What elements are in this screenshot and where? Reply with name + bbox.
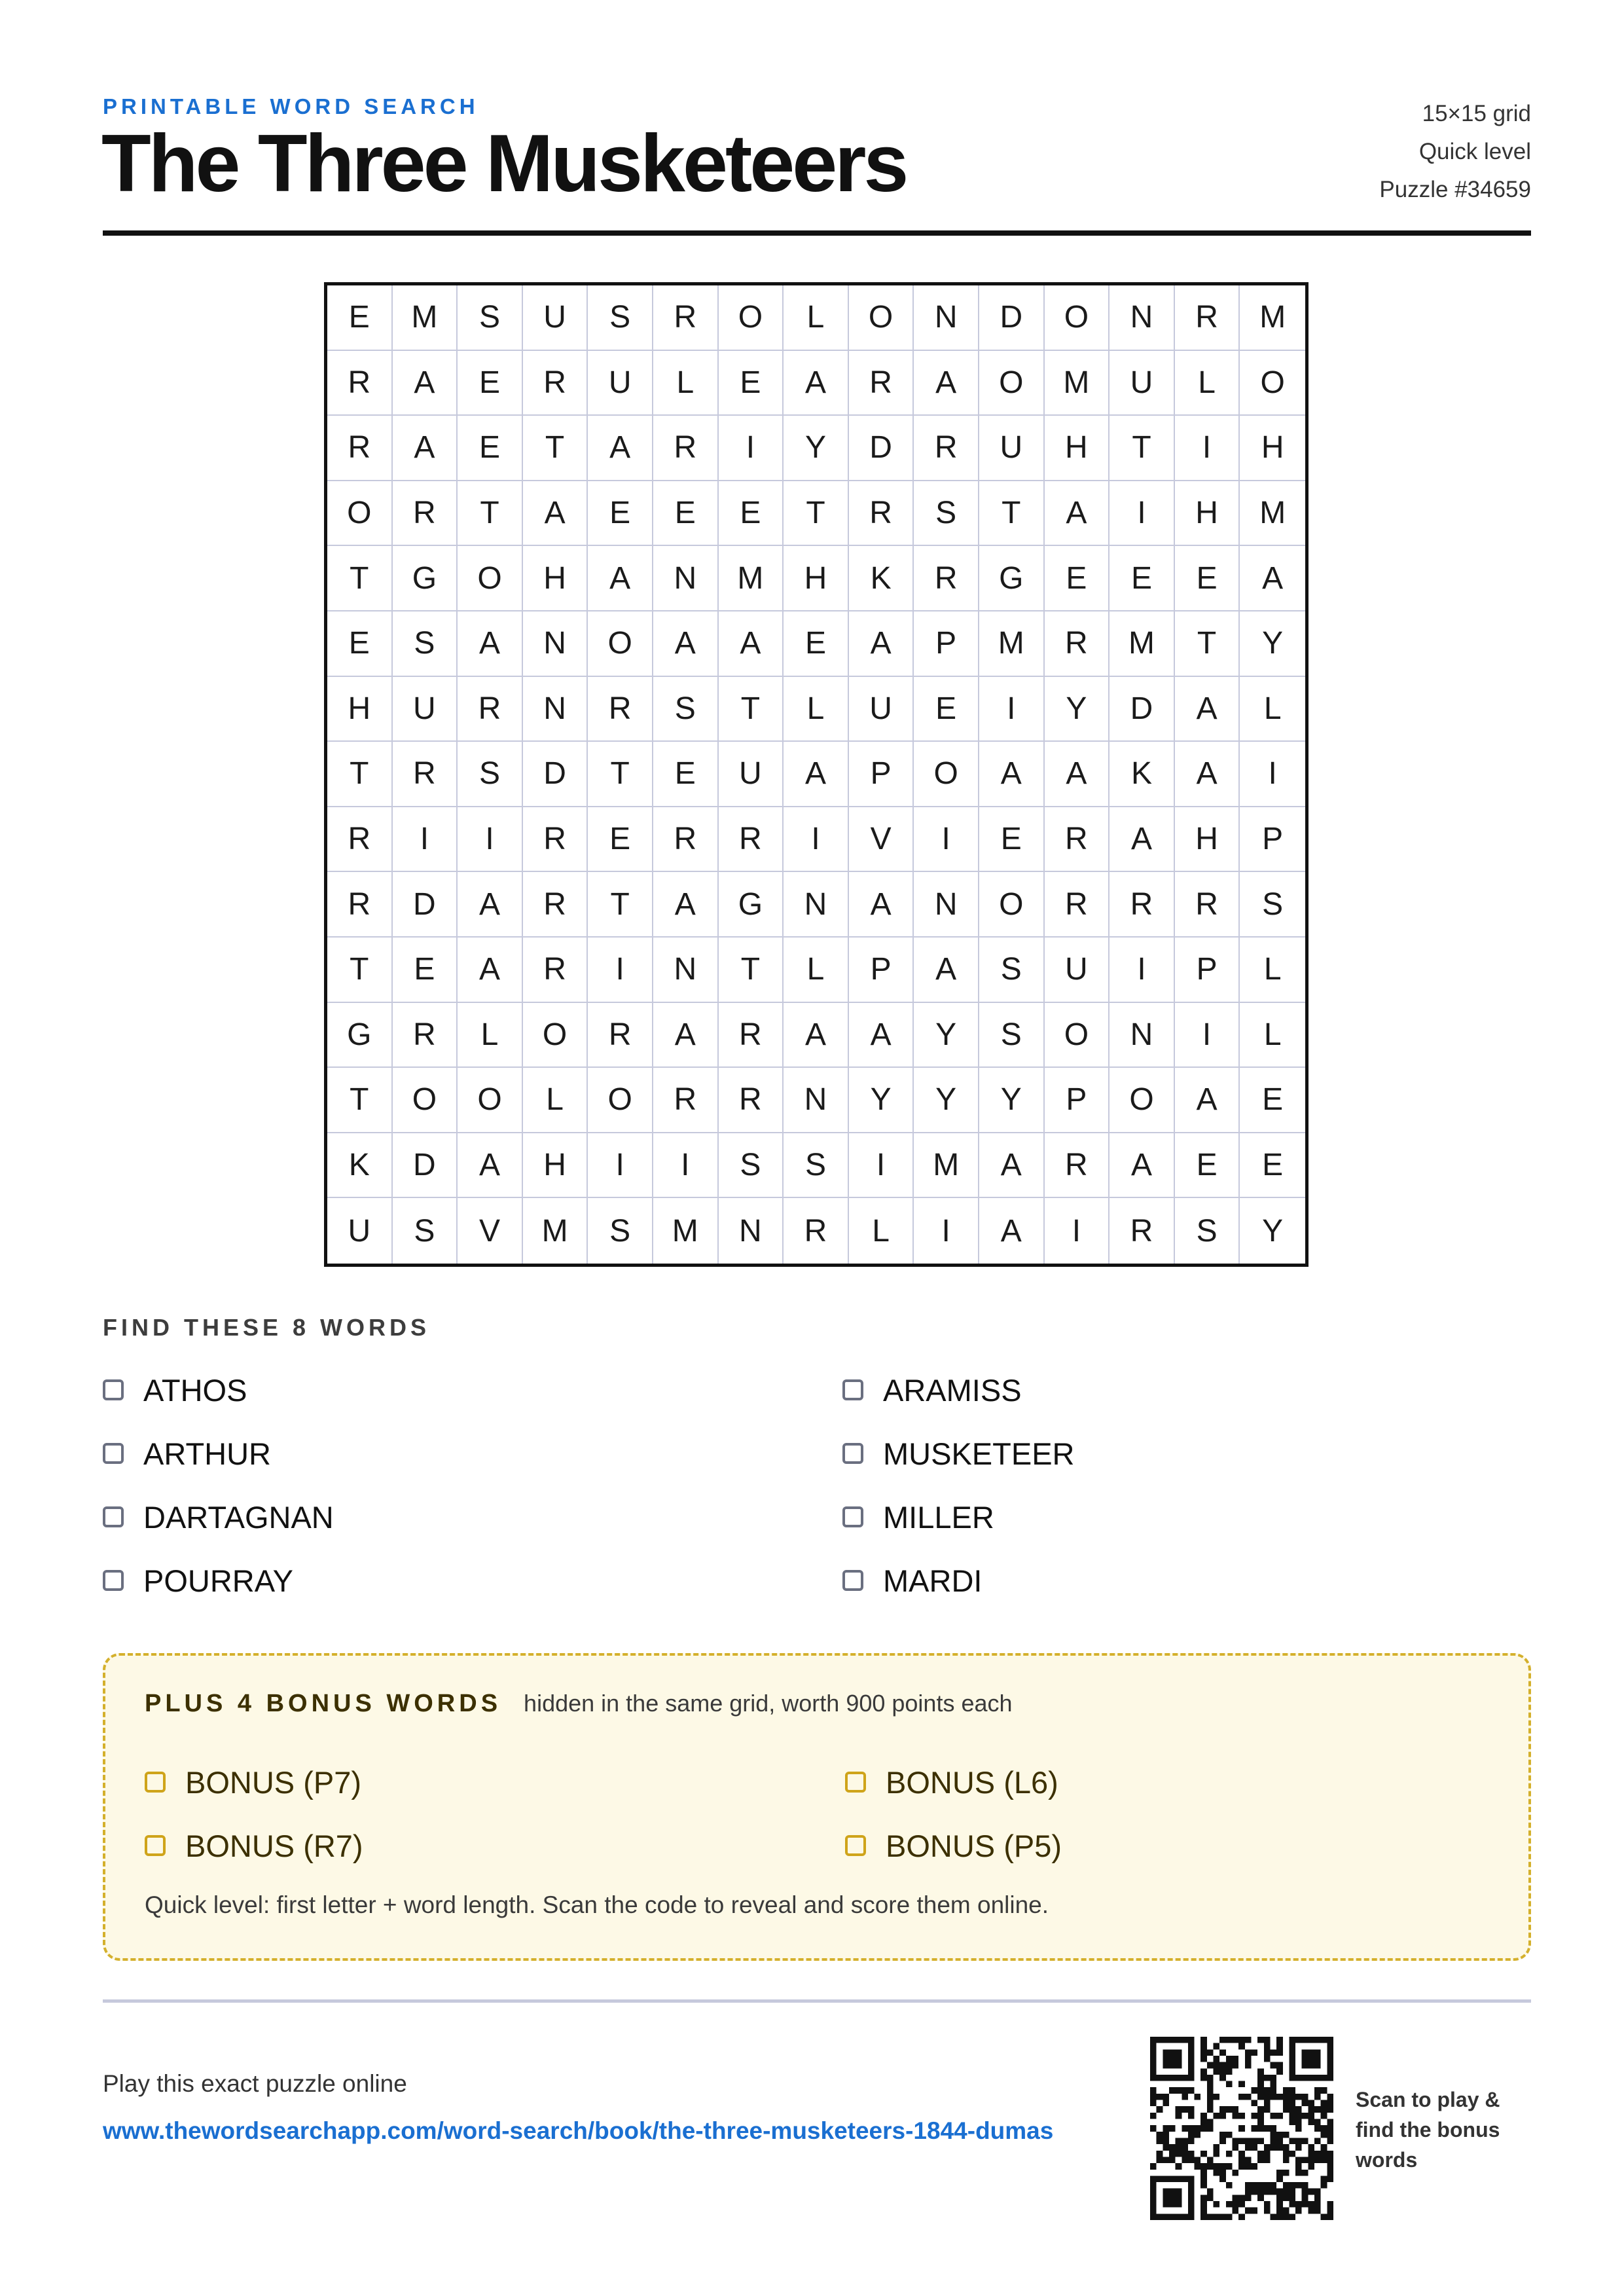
grid-cell[interactable]: E [327, 285, 393, 351]
grid-cell[interactable]: L [523, 1068, 588, 1133]
checkbox-icon[interactable] [145, 1835, 166, 1856]
grid-cell[interactable]: D [523, 742, 588, 807]
grid-cell[interactable]: R [1045, 807, 1110, 873]
grid-cell[interactable]: T [784, 481, 849, 547]
grid-cell[interactable]: D [393, 1133, 458, 1199]
grid-cell[interactable]: I [458, 807, 523, 873]
grid-cell[interactable]: L [458, 1003, 523, 1068]
grid-cell[interactable]: A [979, 1198, 1045, 1264]
word-text: ARTHUR [143, 1436, 271, 1471]
grid-cell[interactable]: M [393, 285, 458, 351]
grid-cell[interactable]: I [914, 807, 979, 873]
grid-cell[interactable]: T [719, 938, 784, 1003]
grid-cell[interactable]: U [588, 351, 653, 416]
word-list [103, 1368, 1531, 1622]
grid-cell[interactable]: S [458, 285, 523, 351]
page-title: The Three Musketeers [101, 118, 907, 209]
grid-cell[interactable]: E [458, 416, 523, 481]
grid-cell[interactable]: R [653, 807, 719, 873]
bonus-header [145, 1690, 1013, 1718]
grid-cell[interactable]: A [849, 1003, 914, 1068]
grid-cell[interactable]: I [914, 1198, 979, 1264]
bonus-word-text: BONUS (P7) [185, 1764, 361, 1800]
grid-cell[interactable]: E [784, 611, 849, 677]
grid-cell[interactable]: L [1240, 677, 1305, 742]
grid-cell[interactable]: N [719, 1198, 784, 1264]
grid-cell[interactable]: A [588, 416, 653, 481]
grid-cell[interactable]: R [588, 677, 653, 742]
grid-cell[interactable]: R [1045, 1133, 1110, 1199]
puzzle-url-link[interactable]: www.thewordsearchapp.com/word-search/book/the-three-musketeers-1844-dumas [103, 2117, 1054, 2144]
grid-cell[interactable]: M [719, 546, 784, 611]
grid-cell[interactable]: I [979, 677, 1045, 742]
grid-cell[interactable]: U [849, 677, 914, 742]
grid-cell[interactable]: S [914, 481, 979, 547]
qr-code-icon[interactable] [1150, 2037, 1333, 2220]
grid-cell[interactable]: A [719, 611, 784, 677]
grid-cell[interactable]: N [523, 677, 588, 742]
bonus-panel [103, 1653, 1531, 1961]
word-text: DARTAGNAN [143, 1499, 334, 1535]
checkbox-icon[interactable] [842, 1443, 863, 1464]
grid-cell[interactable]: O [523, 1003, 588, 1068]
grid-cell[interactable]: O [1240, 351, 1305, 416]
grid-cell[interactable]: Y [784, 416, 849, 481]
grid-cell[interactable]: H [523, 1133, 588, 1199]
grid-cell[interactable]: I [1045, 1198, 1110, 1264]
grid-cell[interactable]: T [1175, 611, 1240, 677]
grid-cell[interactable]: O [914, 742, 979, 807]
grid-cell[interactable]: H [784, 546, 849, 611]
scan-instruction: Scan to play & find the bonus words [1356, 2088, 1500, 2172]
checkbox-icon[interactable] [845, 1835, 866, 1856]
checkbox-icon[interactable] [103, 1379, 124, 1400]
checkbox-icon[interactable] [842, 1506, 863, 1527]
grid-cell[interactable]: Y [1045, 677, 1110, 742]
grid-cell[interactable]: O [458, 546, 523, 611]
grid-cell[interactable]: R [784, 1198, 849, 1264]
grid-cell[interactable]: U [393, 677, 458, 742]
grid-cell[interactable]: S [653, 677, 719, 742]
grid-cell[interactable]: G [979, 546, 1045, 611]
grid-cell[interactable]: A [979, 1133, 1045, 1199]
grid-cell[interactable]: G [719, 872, 784, 938]
grid-cell[interactable]: K [327, 1133, 393, 1199]
letter-grid [324, 282, 1308, 1267]
word-item[interactable] [103, 1368, 842, 1412]
grid-cell[interactable]: U [327, 1198, 393, 1264]
grid-cell[interactable]: R [523, 807, 588, 873]
puzzle-kicker: PRINTABLE WORD SEARCH [103, 94, 479, 118]
grid-cell[interactable]: A [914, 938, 979, 1003]
grid-cell[interactable]: T [588, 872, 653, 938]
grid-cell[interactable]: I [588, 1133, 653, 1199]
grid-cell[interactable]: A [1110, 1133, 1175, 1199]
bonus-word-item[interactable] [145, 1824, 845, 1867]
grid-cell[interactable]: A [1045, 481, 1110, 547]
grid-cell[interactable]: Y [979, 1068, 1045, 1133]
grid-cell[interactable]: S [1240, 872, 1305, 938]
grid-cell[interactable]: R [719, 1068, 784, 1133]
checkbox-icon[interactable] [103, 1570, 124, 1591]
grid-cell[interactable]: A [523, 481, 588, 547]
grid-cell[interactable]: N [653, 546, 719, 611]
grid-cell[interactable]: V [849, 807, 914, 873]
play-online-label: Play this exact puzzle online [103, 2070, 407, 2097]
grid-cell[interactable]: L [849, 1198, 914, 1264]
grid-cell[interactable]: A [1110, 807, 1175, 873]
grid-cell[interactable]: E [1175, 1133, 1240, 1199]
word-item[interactable] [103, 1432, 842, 1475]
grid-cell[interactable]: D [1110, 677, 1175, 742]
bonus-word-list [145, 1760, 1493, 1887]
grid-cell[interactable]: L [784, 677, 849, 742]
grid-cell[interactable]: H [1175, 481, 1240, 547]
grid-cell[interactable]: O [979, 872, 1045, 938]
grid-cell[interactable]: D [849, 416, 914, 481]
bonus-word-text: BONUS (R7) [185, 1828, 363, 1863]
grid-cell[interactable]: I [588, 938, 653, 1003]
grid-cell[interactable]: R [1110, 1198, 1175, 1264]
grid-cell[interactable]: E [1045, 546, 1110, 611]
grid-cell[interactable]: E [719, 481, 784, 547]
word-item[interactable] [842, 1559, 1531, 1602]
grid-cell[interactable]: T [458, 481, 523, 547]
grid-cell[interactable]: R [523, 938, 588, 1003]
grid-cell[interactable]: H [1045, 416, 1110, 481]
grid-cell[interactable]: I [1175, 1003, 1240, 1068]
grid-cell[interactable]: T [1110, 416, 1175, 481]
grid-cell[interactable]: E [719, 351, 784, 416]
checkbox-icon[interactable] [145, 1772, 166, 1793]
grid-cell[interactable]: R [653, 1068, 719, 1133]
grid-cell[interactable]: P [849, 938, 914, 1003]
grid-cell[interactable]: E [327, 611, 393, 677]
grid-cell[interactable]: S [458, 742, 523, 807]
grid-cell[interactable]: N [1110, 285, 1175, 351]
grid-cell[interactable]: E [1240, 1133, 1305, 1199]
grid-cell[interactable]: Y [1262, 1213, 1284, 1248]
grid-cell[interactable]: S [588, 285, 653, 351]
grid-cell[interactable]: R [1045, 611, 1110, 677]
grid-cell[interactable]: S [1175, 1198, 1240, 1264]
grid-cell[interactable]: O [1045, 285, 1110, 351]
grid-cell[interactable]: G [393, 546, 458, 611]
grid-cell[interactable]: R [327, 807, 393, 873]
grid-cell[interactable]: S [588, 1198, 653, 1264]
grid-cell[interactable]: S [393, 611, 458, 677]
grid-cell[interactable]: U [1110, 351, 1175, 416]
grid-cell[interactable]: R [914, 546, 979, 611]
grid-cell[interactable]: A [588, 546, 653, 611]
bonus-word-text: BONUS (P5) [886, 1828, 1062, 1863]
puzzle-number: Puzzle #34659 [1379, 177, 1531, 202]
word-text: MILLER [883, 1499, 994, 1535]
grid-cell[interactable]: R [588, 1003, 653, 1068]
word-text: MUSKETEER [883, 1436, 1075, 1471]
grid-cell[interactable]: T [523, 416, 588, 481]
grid-cell[interactable]: M [1240, 285, 1305, 351]
grid-cell[interactable]: P [1175, 938, 1240, 1003]
grid-cell[interactable]: A [1175, 1068, 1240, 1133]
grid-cell[interactable]: T [327, 742, 393, 807]
grid-cell[interactable]: O [849, 285, 914, 351]
bonus-heading: PLUS 4 BONUS WORDS [145, 1690, 502, 1717]
grid-cell[interactable]: O [1110, 1068, 1175, 1133]
grid-cell[interactable]: U [523, 285, 588, 351]
grid-cell[interactable]: A [458, 872, 523, 938]
grid-cell[interactable]: S [979, 1003, 1045, 1068]
grid-cell[interactable]: S [979, 938, 1045, 1003]
grid-cell[interactable]: L [784, 938, 849, 1003]
grid-cell[interactable]: I [1240, 742, 1305, 807]
grid-cell[interactable]: Y [914, 1068, 979, 1133]
grid-cell[interactable]: M [1045, 351, 1110, 416]
grid-cell[interactable]: R [523, 872, 588, 938]
grid-size: 15×15 grid [1422, 101, 1531, 126]
grid-cell[interactable]: S [393, 1198, 458, 1264]
grid-cell[interactable]: A [653, 611, 719, 677]
word-item[interactable] [842, 1495, 1531, 1539]
bonus-word-item[interactable] [845, 1824, 1493, 1867]
grid-cell[interactable]: U [719, 742, 784, 807]
grid-cell[interactable]: E [1110, 546, 1175, 611]
grid-cell[interactable]: R [523, 351, 588, 416]
grid-cell[interactable]: R [458, 677, 523, 742]
bonus-word-item[interactable] [845, 1760, 1493, 1804]
grid-cell[interactable]: G [327, 1003, 393, 1068]
word-text: ATHOS [143, 1372, 247, 1408]
grid-cell[interactable]: N [784, 872, 849, 938]
grid-cell[interactable]: A [653, 872, 719, 938]
grid-cell[interactable]: R [1110, 872, 1175, 938]
checkbox-icon[interactable] [103, 1443, 124, 1464]
word-item[interactable] [103, 1495, 842, 1539]
grid-cell[interactable]: R [653, 285, 719, 351]
grid-cell[interactable]: R [653, 416, 719, 481]
grid-cell[interactable]: Y [914, 1003, 979, 1068]
grid-cell[interactable]: M [979, 611, 1045, 677]
grid-cell[interactable]: R [327, 351, 393, 416]
grid-cell[interactable]: E [979, 807, 1045, 873]
grid-cell[interactable]: I [1175, 416, 1240, 481]
grid-cell[interactable]: V [458, 1198, 523, 1264]
grid-cell[interactable]: E [653, 742, 719, 807]
grid-cell[interactable]: Y [1240, 611, 1305, 677]
grid-cell[interactable]: L [1240, 938, 1305, 1003]
grid-cell[interactable]: M [653, 1198, 719, 1264]
grid-cell[interactable]: I [1110, 938, 1175, 1003]
header-divider [103, 230, 1531, 236]
grid-cell[interactable]: R [1175, 872, 1240, 938]
grid-cell[interactable]: Y [849, 1068, 914, 1133]
grid-cell[interactable]: L [1175, 351, 1240, 416]
grid-cell[interactable]: D [393, 872, 458, 938]
grid-cell[interactable]: N [914, 285, 979, 351]
grid-cell[interactable]: R [719, 807, 784, 873]
grid-cell[interactable]: R [719, 1003, 784, 1068]
grid-cell[interactable]: O [588, 611, 653, 677]
grid-cell[interactable]: R [1045, 872, 1110, 938]
grid-cell[interactable]: L [653, 351, 719, 416]
grid-cell[interactable]: S [719, 1133, 784, 1199]
grid-cell[interactable]: E [393, 938, 458, 1003]
grid-cell[interactable]: I [849, 1133, 914, 1199]
grid-cell[interactable]: E [914, 677, 979, 742]
grid-cell[interactable]: O [393, 1068, 458, 1133]
checkbox-icon[interactable] [845, 1772, 866, 1793]
checkbox-icon[interactable] [842, 1570, 863, 1591]
grid-cell[interactable]: O [458, 1068, 523, 1133]
grid-cell[interactable]: L [784, 285, 849, 351]
grid-cell[interactable]: H [1240, 416, 1305, 481]
grid-cell[interactable]: R [393, 481, 458, 547]
grid-cell[interactable]: A [849, 611, 914, 677]
grid-cell[interactable]: O [1045, 1003, 1110, 1068]
grid-cell[interactable]: A [653, 1003, 719, 1068]
grid-cell[interactable]: A [1175, 677, 1240, 742]
grid-cell[interactable]: R [914, 416, 979, 481]
grid-cell[interactable]: N [653, 938, 719, 1003]
grid-cell[interactable]: M [1240, 481, 1305, 547]
grid-cell[interactable]: O [979, 351, 1045, 416]
grid-cell[interactable]: M [1110, 611, 1175, 677]
grid-cell[interactable]: E [653, 481, 719, 547]
grid-cell[interactable]: A [458, 1133, 523, 1199]
bonus-word-item[interactable] [145, 1760, 845, 1804]
grid-cell[interactable]: U [1045, 938, 1110, 1003]
grid-cell[interactable]: A [1175, 742, 1240, 807]
grid-cell[interactable]: K [849, 546, 914, 611]
grid-cell[interactable]: D [979, 285, 1045, 351]
grid-cell[interactable]: I [784, 807, 849, 873]
grid-cell[interactable]: A [979, 742, 1045, 807]
word-text: MARDI [883, 1563, 983, 1598]
grid-cell[interactable]: I [1110, 481, 1175, 547]
grid-cell[interactable]: I [653, 1133, 719, 1199]
footer-divider [103, 1999, 1531, 2003]
grid-cell[interactable]: N [523, 611, 588, 677]
checkbox-icon[interactable] [103, 1506, 124, 1527]
grid-cell[interactable]: O [588, 1068, 653, 1133]
grid-cell[interactable]: P [914, 611, 979, 677]
grid-cell[interactable]: R [327, 872, 393, 938]
grid-cell[interactable]: A [458, 938, 523, 1003]
grid-cell[interactable]: S [784, 1133, 849, 1199]
word-list-heading: FIND THESE 8 WORDS [103, 1314, 431, 1341]
grid-cell[interactable]: T [327, 1068, 393, 1133]
grid-cell[interactable]: A [1240, 546, 1305, 611]
word-item[interactable] [842, 1432, 1531, 1475]
grid-cell[interactable]: H [327, 677, 393, 742]
grid-cell[interactable]: T [588, 742, 653, 807]
word-item[interactable] [842, 1368, 1531, 1412]
word-text: ARAMISS [883, 1372, 1022, 1408]
grid-cell[interactable]: H [1175, 807, 1240, 873]
grid-cell[interactable]: E [458, 351, 523, 416]
grid-cell[interactable]: T [327, 938, 393, 1003]
grid-cell[interactable]: T [327, 546, 393, 611]
grid-cell[interactable]: P [1240, 807, 1305, 873]
grid-cell[interactable]: A [784, 351, 849, 416]
grid-cell[interactable]: K [1110, 742, 1175, 807]
grid-cell[interactable]: O [719, 285, 784, 351]
grid-cell[interactable]: R [849, 481, 914, 547]
grid-cell[interactable]: U [979, 416, 1045, 481]
grid-cell[interactable]: I [719, 416, 784, 481]
grid-cell[interactable]: H [523, 546, 588, 611]
grid-cell[interactable]: A [393, 416, 458, 481]
grid-cell[interactable]: A [393, 351, 458, 416]
grid-cell[interactable]: P [849, 742, 914, 807]
grid-cell[interactable]: N [784, 1068, 849, 1133]
puzzle-meta [1379, 95, 1531, 209]
word-item[interactable] [103, 1559, 842, 1602]
grid-cell[interactable]: N [914, 872, 979, 938]
grid-cell[interactable]: A [784, 1003, 849, 1068]
grid-cell[interactable]: R [849, 351, 914, 416]
grid-cell[interactable]: R [393, 1003, 458, 1068]
grid-cell[interactable]: E [1240, 1068, 1305, 1133]
grid-cell[interactable]: R [393, 742, 458, 807]
grid-cell[interactable]: L [1240, 1003, 1305, 1068]
grid-cell[interactable]: N [1110, 1003, 1175, 1068]
bonus-footnote: Quick level: first letter + word length. Scan the code to reveal and score them online. [145, 1891, 1049, 1918]
grid-cell[interactable]: T [979, 481, 1045, 547]
grid-cell[interactable]: R [1175, 285, 1240, 351]
word-text: POURRAY [143, 1563, 293, 1598]
grid-cell[interactable]: M [914, 1133, 979, 1199]
grid-cell[interactable]: O [327, 481, 393, 547]
grid-cell[interactable]: A [1045, 742, 1110, 807]
grid-cell[interactable]: A [914, 351, 979, 416]
grid-cell[interactable]: E [588, 481, 653, 547]
grid-cell[interactable]: A [784, 742, 849, 807]
grid-cell[interactable]: P [1045, 1068, 1110, 1133]
bonus-word-text: BONUS (L6) [886, 1764, 1058, 1800]
grid-cell[interactable]: T [719, 677, 784, 742]
grid-cell[interactable]: E [1175, 546, 1240, 611]
grid-cell[interactable]: R [327, 416, 393, 481]
checkbox-icon[interactable] [842, 1379, 863, 1400]
bonus-note: hidden in the same grid, worth 900 points each [524, 1690, 1013, 1717]
grid-cell[interactable]: E [588, 807, 653, 873]
grid-cell[interactable]: A [849, 872, 914, 938]
grid-cell[interactable]: M [523, 1198, 588, 1264]
grid-cell[interactable]: A [458, 611, 523, 677]
difficulty-level: Quick level [1418, 139, 1531, 164]
grid-cell[interactable]: I [393, 807, 458, 873]
